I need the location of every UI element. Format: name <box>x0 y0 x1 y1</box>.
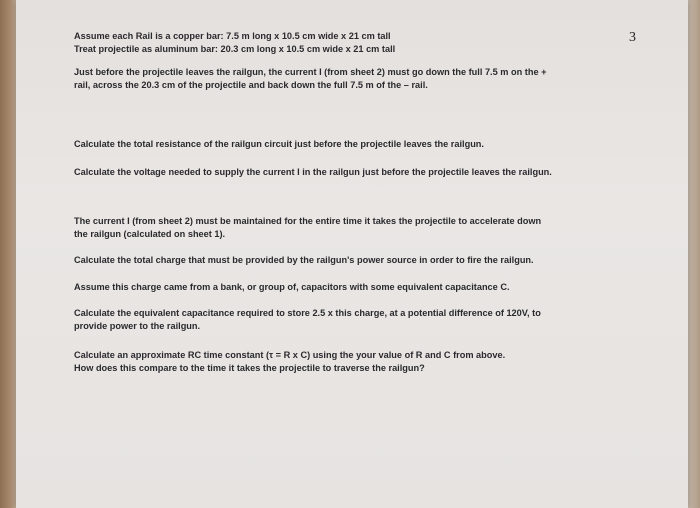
worksheet-content <box>74 30 634 374</box>
worksheet-page <box>16 0 688 508</box>
desk-surface-right <box>686 0 700 508</box>
page-number: 3 <box>629 30 636 45</box>
question-charge: Calculate the total charge that must be provided by the railgun's power source in order to fire the railgun. <box>74 255 534 265</box>
capacitor-bank-paragraph: Assume this charge came from a bank, or group of, capacitors with some equivalent capacitance C. <box>74 281 510 292</box>
question-resistance: Calculate the total resistance of the railgun circuit just before the projectile leaves the railgun. <box>74 139 484 149</box>
question-rc-time-constant: Calculate an approximate RC time constant (τ = R x C) using the your value of R and C from above. How does this compare to the time it takes the projectile to traverse the railgun? <box>74 350 506 373</box>
current-path-paragraph: Just before the projectile leaves the railgun, the current I (from sheet 2) must go down the full 7.5 m on the + rail, across the 20.3 cm of the projectile and back down the full 7.5 m of the – rail. <box>74 67 547 90</box>
question-voltage: Calculate the voltage needed to supply the current I in the railgun just before the projectile leaves the railgun. <box>74 166 552 177</box>
maintain-current-paragraph: The current I (from sheet 2) must be maintained for the entire time it takes the projectile to accelerate down the railgun (calculated on sheet 1). <box>74 216 542 239</box>
assumptions-paragraph: Assume each Rail is a copper bar: 7.5 m long x 10.5 cm wide x 21 cm tall Treat projectile as aluminum bar: 20.3 cm long x 10.5 cm wide x 21 cm tall <box>74 31 396 54</box>
question-capacitance: Calculate the equivalent capacitance required to store 2.5 x this charge, at a potential difference of 120V, to provide power to the railgun. <box>74 308 541 331</box>
